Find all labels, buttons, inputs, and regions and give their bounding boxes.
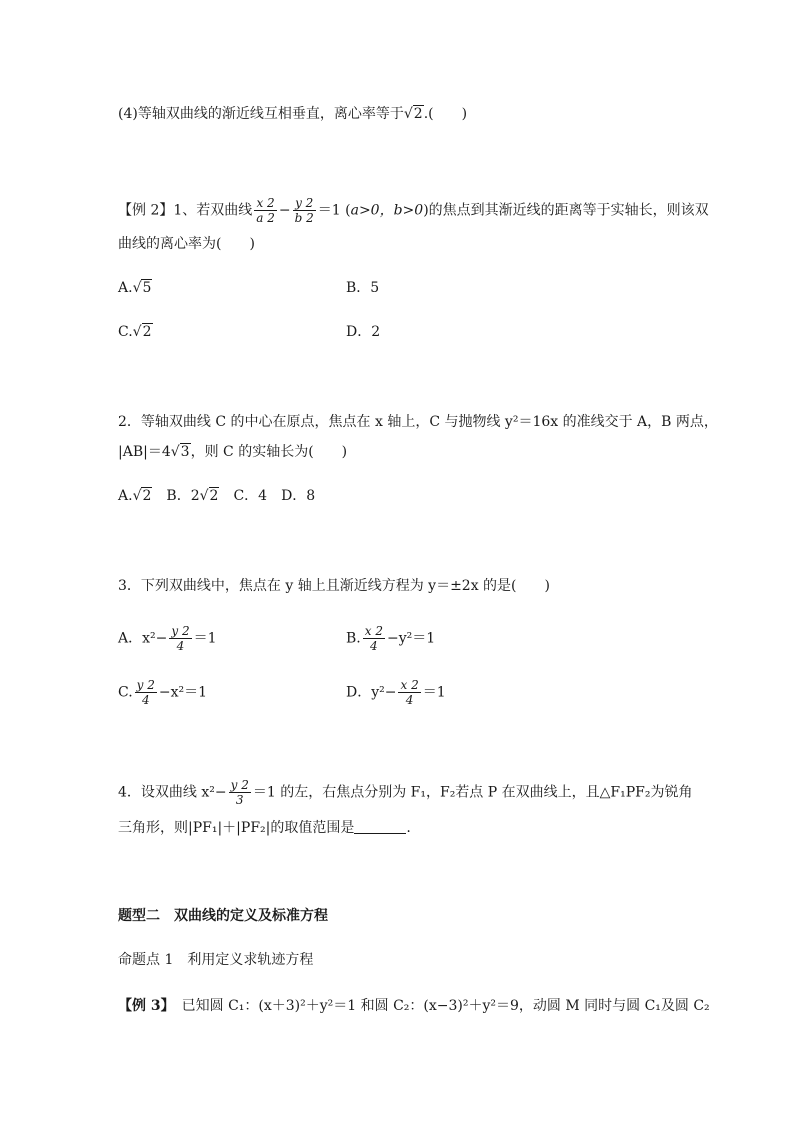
ex2-label: 【例 2】 <box>118 202 174 219</box>
q4-prev-statement <box>118 104 467 124</box>
fraction: $\frac{x 2}{4}$ <box>364 624 383 653</box>
q3-line1: 3．下列双曲线中，焦点在 y 轴上且渐近线方程为 y＝±2x 的是( ) <box>118 578 550 594</box>
ex2-condition: a>0，b>0 <box>350 202 424 219</box>
sqrt-3: √3 <box>170 444 190 460</box>
q3-option-a: A．x²− $\frac{y 2}{4}$ ＝1 <box>118 624 217 653</box>
sqrt-2: √2 <box>132 324 152 340</box>
answer-blank[interactable] <box>354 819 406 834</box>
q4-line1: 4．设双曲线 x²− $\frac{y 2}{3}$ ＝1 的左，右焦点分别为 F₁，F₂若点 P 在双曲线上，且△F₁PF₂为锐角 <box>118 778 693 807</box>
ex2-line2: 曲线的离心率为( ) <box>118 236 255 252</box>
q3-option-d: D．y²− $\frac{x 2}{4}$ ＝1 <box>346 678 446 707</box>
q3-option-c: C. $\frac{y 2}{4}$ −x²＝1 <box>118 678 208 707</box>
q2-options: A.√2 B．2√2 C．4 D．8 <box>118 488 316 504</box>
q4-prev-text: (4)等轴双曲线的渐近线互相垂直，离心率等于 <box>118 106 404 122</box>
section-title: 题型二 双曲线的定义及标准方程 <box>118 908 328 924</box>
q2-line2: |AB|＝4√3，则 C 的实轴长为( ) <box>118 444 348 460</box>
section-subtitle: 命题点 1 利用定义求轨迹方程 <box>118 952 314 968</box>
ex3-line1: 【例 3】 已知圆 C₁：(x＋3)²＋y²＝1 和圆 C₂：(x−3)²＋y²＝9，动圆 M 同时与圆 C₁及圆 C₂ <box>118 998 710 1014</box>
sqrt-2: √2 <box>132 488 152 504</box>
ex3-label: 【例 3】 <box>118 998 168 1014</box>
fraction-y2-b2: $\frac{y 2}{b 2}$ <box>294 196 314 225</box>
fraction-x2-a2: $\frac{x 2}{a 2}$ <box>256 196 275 225</box>
fraction-y2-3: $\frac{y 2}{3}$ <box>230 778 249 807</box>
ex2-option-b: B．5 <box>346 280 380 296</box>
fraction: $\frac{x 2}{4}$ <box>400 678 419 707</box>
fraction: $\frac{y 2}{4}$ <box>136 678 155 707</box>
q2-line1: 2．等轴双曲线 C 的中心在原点，焦点在 x 轴上，C 与抛物线 y²＝16x 的准线交于 A，B 两点， <box>118 414 718 430</box>
ex2-option-d: D．2 <box>346 324 381 340</box>
ex2-option-c: C.√2 <box>118 324 152 340</box>
sqrt-2: √2 <box>199 488 219 504</box>
sqrt-5: √5 <box>132 280 152 296</box>
q4-prev-paren: .( ) <box>423 106 468 122</box>
q3-option-b: B. $\frac{x 2}{4}$ −y²＝1 <box>346 624 436 653</box>
q4-line2: 三角形，则|PF₁|＋|PF₂|的取值范围是 . <box>118 820 411 836</box>
fraction: $\frac{y 2}{4}$ <box>171 624 190 653</box>
ex2-line1: 【例 2】1、若双曲线 $\frac{x 2}{a 2}$ − $\frac{y 2}{b 2}$ ＝1 (a>0，b>0)的焦点到其渐近线的距离等于实轴长，则该双 <box>118 196 709 225</box>
ex2-option-a: A.√5 <box>118 280 152 296</box>
sqrt-2: √2 <box>403 106 423 122</box>
